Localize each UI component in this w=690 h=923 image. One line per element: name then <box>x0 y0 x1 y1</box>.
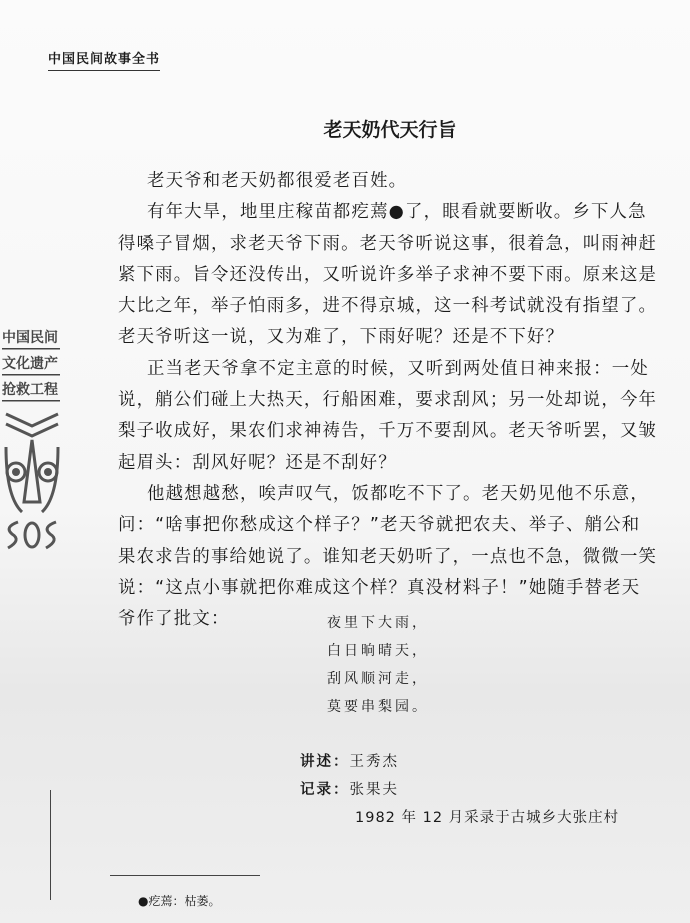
story-title: 老天奶代天行旨 <box>323 119 457 141</box>
paragraph-line: 他越想越愁，唉声叹气，饭都吃不下了。老天奶见他不乐意， <box>147 483 649 504</box>
poem-line: 夜里下大雨， <box>327 615 429 631</box>
paragraph-line: 老天爷和老天奶都很爱老百姓。 <box>147 171 408 191</box>
collection-date: 1982 年 12 月采录于古城乡大张庄村 <box>355 810 620 826</box>
paragraph-line: 果农求告的事给她说了。谁知老天奶听了，一点也不急，微微一笑 <box>118 546 658 567</box>
paragraph-line: 爷作了批文： <box>118 609 230 630</box>
heritage-mask-icon <box>2 322 62 552</box>
recorder-label: 记录： <box>300 782 350 798</box>
paragraph-line: 得嗓子冒烟，求老天爷下雨。老天爷听说这事，很着急，叫雨神赶 <box>118 233 658 254</box>
narrator-credit <box>300 750 399 771</box>
poem-line: 白日晌晴天， <box>327 643 429 659</box>
recorder-credit <box>300 778 399 799</box>
paragraph-line: 梨子收成好，果农们求神祷告，千万不要刮风。老天爷听罢，又皱 <box>118 421 658 442</box>
paragraph-line: 紧下雨。旨令还没传出，又听说许多举子求神不要下雨。原来这是 <box>118 264 658 285</box>
paragraph-line: 大比之年，举子怕雨多，进不得京城，这一科考试就没有指望了。 <box>118 296 658 317</box>
svg-text:文化遗产: 文化遗产 <box>2 356 58 372</box>
paragraph-line: 说，艄公们碰上大热天，行船困难，要求刮风；另一处却说，今年 <box>118 390 658 411</box>
narrator-label: 讲述： <box>300 754 350 770</box>
paragraph-line: 起眉头：刮风好呢？还是不刮好？ <box>118 452 397 473</box>
svg-text:中国民间: 中国民间 <box>2 330 58 346</box>
recorder-name: 张果夫 <box>349 782 399 798</box>
paragraph-line: 说：“这点小事就把你难成这个样？真没材料子！”她随手替老天 <box>118 577 641 598</box>
heritage-logo <box>2 322 62 552</box>
footnote-rule <box>110 875 260 876</box>
svg-text:抢救工程: 抢救工程 <box>2 382 58 398</box>
narrator-name: 王秀杰 <box>349 754 399 770</box>
paragraph-line: 有年大旱，地里庄稼苗都疙蔫●了，眼看就要断收。乡下人急 <box>147 202 647 223</box>
paragraph-line: 正当老天爷拿不定主意的时候，又听到两处值日神来报：一处 <box>147 358 649 379</box>
paragraph-line: 问：“啥事把你愁成这个样子？”老天爷就把农夫、举子、艄公和 <box>118 515 641 536</box>
poem-line: 刮风顺河走， <box>327 671 429 687</box>
paragraph-line: 老天爷听这一说，又为难了，下雨好呢？还是不下好？ <box>118 327 565 348</box>
margin-rule <box>50 790 51 900</box>
footnote: ●疙蔫：枯萎。 <box>138 894 221 908</box>
poem-line: 莫要串梨园。 <box>327 699 429 715</box>
story-body <box>118 166 657 635</box>
running-header: 中国民间故事全书 <box>48 48 160 71</box>
